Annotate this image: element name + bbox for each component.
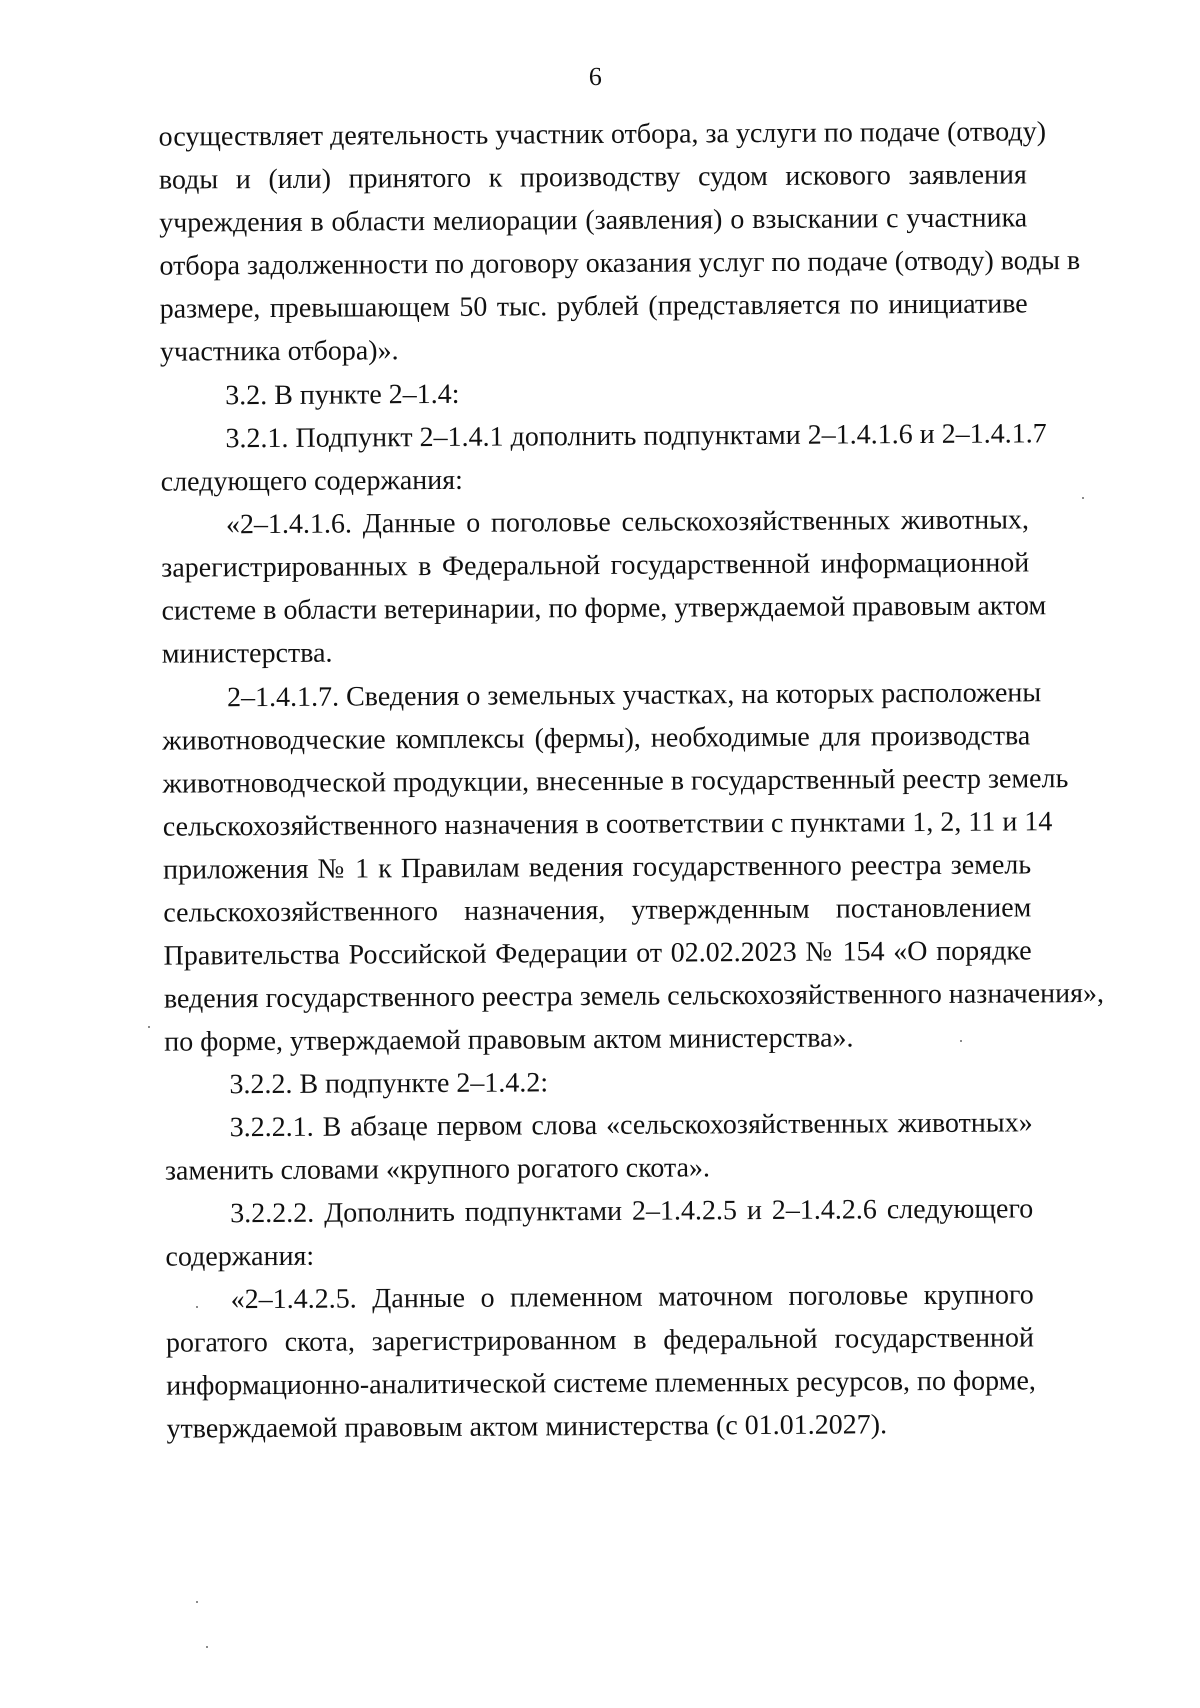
scan-speck	[960, 1040, 962, 1042]
text-line: животноводческой продукции, внесенные в государственный реестр земель	[162, 763, 1069, 800]
section-heading: 3.2.2. В подпункте 2–1.4.2:	[229, 1067, 549, 1101]
text-line: участника отбора)».	[159, 335, 399, 368]
text-line: содержания:	[165, 1240, 315, 1273]
text-line: информационно-аналитической системе племенных ресурсов, по форме,	[166, 1365, 1036, 1402]
text-line: по форме, утверждаемой правовым актом министерства».	[164, 1022, 854, 1058]
text-line: сельскохозяйственного назначения, утвержденным постановлением	[163, 892, 1032, 929]
text-line: 3.2.1. Подпункт 2–1.4.1 дополнить подпунктами 2–1.4.1.6 и 2–1.4.1.7	[225, 418, 1047, 455]
scan-speck	[206, 1646, 208, 1648]
text-line: отбора задолженности по договору оказания услуг по подаче (отводу) воды в	[159, 245, 1081, 282]
section-heading: 3.2. В пункте 2–1.4:	[225, 378, 460, 412]
text-line: «2–1.4.2.5. Данные о племенном маточном поголовье крупного	[230, 1279, 1034, 1316]
scan-speck	[196, 1306, 198, 1308]
text-line: учреждения в области мелиорации (заявления) о взыскании с участника	[159, 202, 1028, 239]
text-line: 2–1.4.1.7. Сведения о земельных участках, на которых расположены	[226, 677, 1042, 714]
text-line: утверждаемой правовым актом министерства (с 01.01.2027).	[166, 1409, 888, 1445]
text-line: следующего содержания:	[160, 464, 463, 498]
text-line: зарегистрированных в Федеральной государственной информационной	[161, 547, 1030, 584]
text-line: воды и (или) принятого к производству судом искового заявления	[158, 159, 1027, 196]
text-line: министерства.	[161, 637, 333, 670]
page-number: 6	[588, 61, 602, 92]
text-line: 3.2.2.2. Дополнить подпунктами 2–1.4.2.5 и 2–1.4.2.6 следующего	[230, 1193, 1034, 1230]
text-line: размере, превышающем 50 тыс. рублей (представляется по инициативе	[159, 288, 1028, 325]
scan-speck	[1082, 497, 1084, 499]
text-line: животноводческие комплексы (фермы), необходимые для производства	[162, 720, 1031, 757]
text-line: рогатого скота, зарегистрированном в федеральной государственной	[165, 1322, 1035, 1359]
text-line: заменить словами «крупного рогатого скота».	[164, 1152, 711, 1187]
text-line: «2–1.4.1.6. Данные о поголовье сельскохозяйственных животных,	[225, 504, 1030, 541]
text-line: приложения № 1 к Правилам ведения государственного реестра земель	[163, 849, 1032, 886]
scan-speck	[196, 1601, 198, 1603]
text-line: 3.2.2.1. В абзаце первом слова «сельскохозяйственных животных»	[229, 1107, 1033, 1144]
text-line: осуществляет деятельность участник отбора, за услуги по подаче (отводу)	[158, 116, 1047, 153]
text-line: сельскохозяйственного назначения в соответствии с пунктами 1, 2, 11 и 14	[162, 806, 1053, 843]
text-line: системе в области ветеринарии, по форме, утверждаемой правовым актом	[161, 590, 1047, 627]
text-line: Правительства Российской Федерации от 02.02.2023 № 154 «О порядке	[163, 935, 1032, 972]
text-line: ведения государственного реестра земель сельскохозяйственного назначения»,	[163, 977, 1105, 1015]
scan-speck	[148, 1026, 150, 1028]
